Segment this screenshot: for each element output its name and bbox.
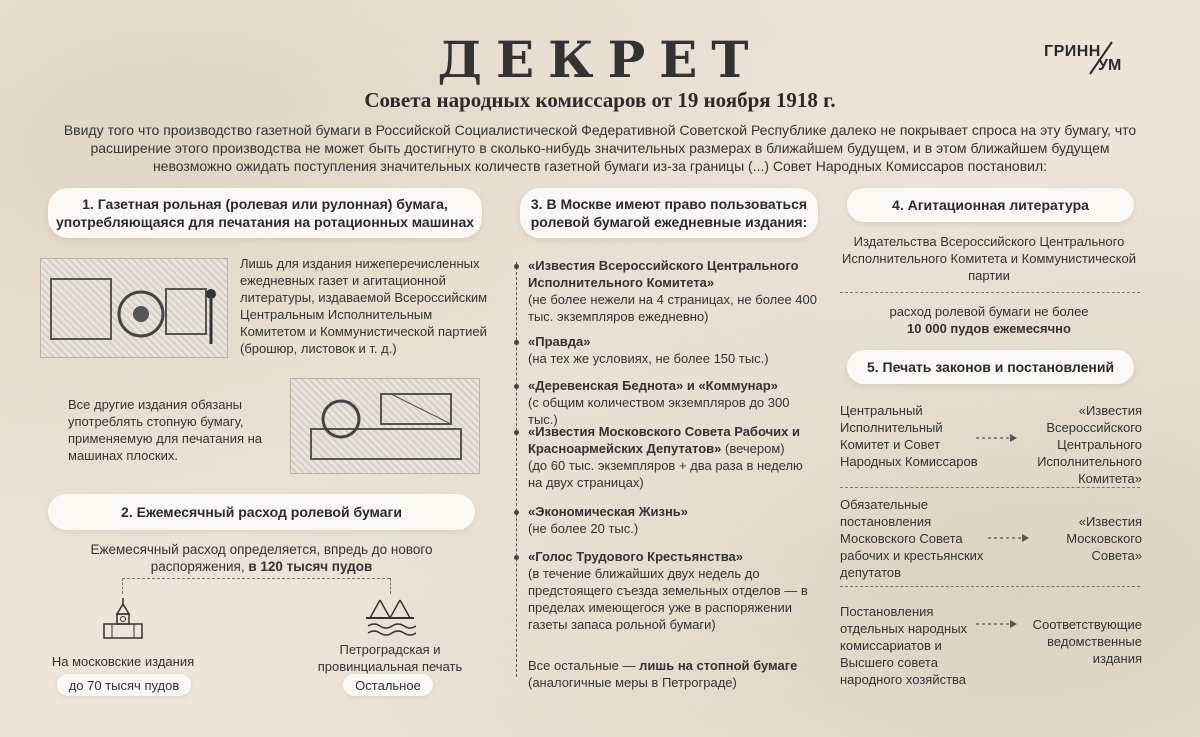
list-item <box>528 333 818 367</box>
section-2-text-line2: распоряжения, <box>150 559 249 574</box>
section-4-header: 4. Агитационная литература <box>847 188 1134 222</box>
section-4-limit-line1: расход ролевой бумаги не более <box>889 304 1089 319</box>
section-3-title-line1: 3. В Москве имеют право пользоваться <box>530 196 808 212</box>
newspaper-note: (не более 20 тыс.) <box>528 521 639 536</box>
section-4-divider <box>840 292 1140 293</box>
law-target: Соответствующие ведомственные издания <box>1032 617 1142 666</box>
split-connector-right <box>390 578 391 594</box>
flatbed-press-illustration <box>290 378 480 474</box>
timeline-dot <box>514 430 519 435</box>
footer-text: Все остальные — <box>528 658 640 673</box>
newspaper-note: (на тех же условиях, не более 150 тыс.) <box>528 351 769 366</box>
newspaper-name: «Известия Московского Совета Рабочих и Красноармейских Депутатов» <box>528 424 800 456</box>
law-source: Обязательные постановления Московского Совета рабочих и крестьянских депутатов <box>840 497 984 580</box>
newspaper-name: «Правда» <box>528 334 591 349</box>
rotary-press-icon <box>41 259 227 357</box>
intro-paragraph: Ввиду того что производство газетной бумаги в Российской Социалистической Федеративной Советской Республике далеко не покрывает спроса на эту бумагу, что расширение этого производства не может быть достигнуто в сколько-нибудь значительных размерах в ближайшем будущем, и в этом ближайшем будущем невозможно ожидать поступления значительных количеств газетной бумаги из-за границы (...) Совет Народных Комиссаров постановил: <box>63 122 1137 174</box>
section-2-header: 2. Ежемесячный расход ролевой бумаги <box>48 494 475 530</box>
petrograd-label <box>300 641 480 675</box>
section-1-header <box>48 188 482 238</box>
list-item <box>528 548 818 633</box>
petrograd-label-line1: Петроградская и <box>339 642 441 657</box>
petrograd-value-badge: Остальное <box>343 674 433 696</box>
logo-slash-icon <box>1042 40 1137 76</box>
moscow-value-badge: до 70 тысяч пудов <box>57 674 191 696</box>
newspaper-name: «Деревенская Беднота» и «Коммунар» <box>528 378 778 393</box>
law-source: Центральный Исполнительный Комитет и Совет Народных Комиссаров <box>840 403 978 469</box>
newspaper-name: «Экономическая Жизнь» <box>528 504 689 519</box>
section-4-limit <box>836 303 1142 337</box>
footer-bold: лишь на стопной бумаге <box>639 658 798 673</box>
timeline-dot <box>514 510 519 515</box>
section-1-text-rotary: Лишь для издания нижеперечисленных ежедневных газет и агитационной литературы, издаваемой Всероссийским Центральным Исполнительным Комитетом и Коммунистической партией (брошюр, листовок и т. д.) <box>240 256 488 356</box>
page-subtitle: Совета народных комиссаров от 19 ноября 1918 г. <box>364 88 836 112</box>
timeline-dot <box>514 264 519 269</box>
bridge-icon <box>364 594 416 638</box>
list-item <box>528 503 818 537</box>
section-2-text <box>48 541 475 575</box>
dashed-arrow-icon <box>976 433 1018 443</box>
logo-text-bottom: УМ <box>1098 57 1122 74</box>
section-1-title-line1: 1. Газетная рольная (ролевая или рулонная) бумага, <box>82 196 448 212</box>
dashed-arrow-icon <box>988 533 1030 543</box>
section-5-header: 5. Печать законов и постановлений <box>847 350 1134 384</box>
dashed-arrow-icon <box>976 619 1018 629</box>
section-1-text-flat: Все другие издания обязаны употреблять стопную бумагу, применяемую для печатания на машинах плоских. <box>68 397 263 463</box>
newspaper-name: «Известия Всероссийского Центрального Исполнительного Комитета» <box>528 258 799 290</box>
newspaper-name-suffix: (вечером) <box>721 441 785 456</box>
list-item <box>528 423 818 491</box>
split-connector-left <box>122 578 123 594</box>
list-item <box>528 257 818 325</box>
section-3-title-line2: ролевой бумагой ежедневные издания: <box>530 214 808 230</box>
law-target: «Известия Всероссийского Центрального Исполнительного Комитета» <box>1037 403 1142 486</box>
law-target: «Известия Московского Совета» <box>1066 514 1142 563</box>
section-4-limit-amount: 10 000 пудов ежемесячно <box>907 321 1071 336</box>
moscow-label: На московские издания <box>51 654 195 669</box>
newspaper-note: (в течение ближайших двух недель до предстоящего съезда земельных отделов — в пределах имеющегося уже в распоряжении газеты запаса рольной бумаги) <box>528 566 808 632</box>
section-5-divider <box>840 487 1140 488</box>
flatbed-press-icon <box>291 379 479 473</box>
page-title: ДЕКРЕТ <box>437 30 763 89</box>
kremlin-tower-icon <box>100 596 146 642</box>
timeline-line <box>516 262 517 677</box>
law-source: Постановления отдельных народных комиссариатов и Высшего совета народного хозяйства <box>840 604 968 687</box>
section-3-header <box>520 188 818 238</box>
section-1-title-line2: употребляющаяся для печатания на ротационных машинах <box>55 214 475 230</box>
section-2-text-line1: Ежемесячный расход определяется, впредь до нового <box>90 542 433 557</box>
newspaper-note: (до 60 тыс. экземпляров + два раза в неделю на двух страницах) <box>528 458 803 490</box>
section-5-divider <box>840 586 1140 587</box>
timeline-dot <box>514 384 519 389</box>
section-3-footer <box>528 657 818 691</box>
footer-note: (аналогичные меры в Петрограде) <box>528 675 737 690</box>
section-4-text: Издательства Всероссийского Центрального Исполнительного Комитета и Коммунистической партии <box>842 234 1136 283</box>
petrograd-label-line2: провинциальная печать <box>317 659 463 674</box>
logo-text-top: ГРИНН <box>1044 43 1101 60</box>
rotary-press-illustration <box>40 258 228 358</box>
list-item <box>528 377 818 428</box>
newspaper-name: «Голос Трудового Крестьянства» <box>528 549 743 564</box>
newspaper-note: (не более нежели на 4 страницах, не более 400 тыс. экземпляров ежедневно) <box>528 292 817 324</box>
section-2-amount: в 120 тысяч пудов <box>248 559 373 574</box>
timeline-dot <box>514 555 519 560</box>
timeline-dot <box>514 340 519 345</box>
split-connector <box>122 578 390 579</box>
newspaper-note: (с общим количеством экземпляров до 300 тыс.) <box>528 395 790 427</box>
logo <box>1042 40 1137 76</box>
